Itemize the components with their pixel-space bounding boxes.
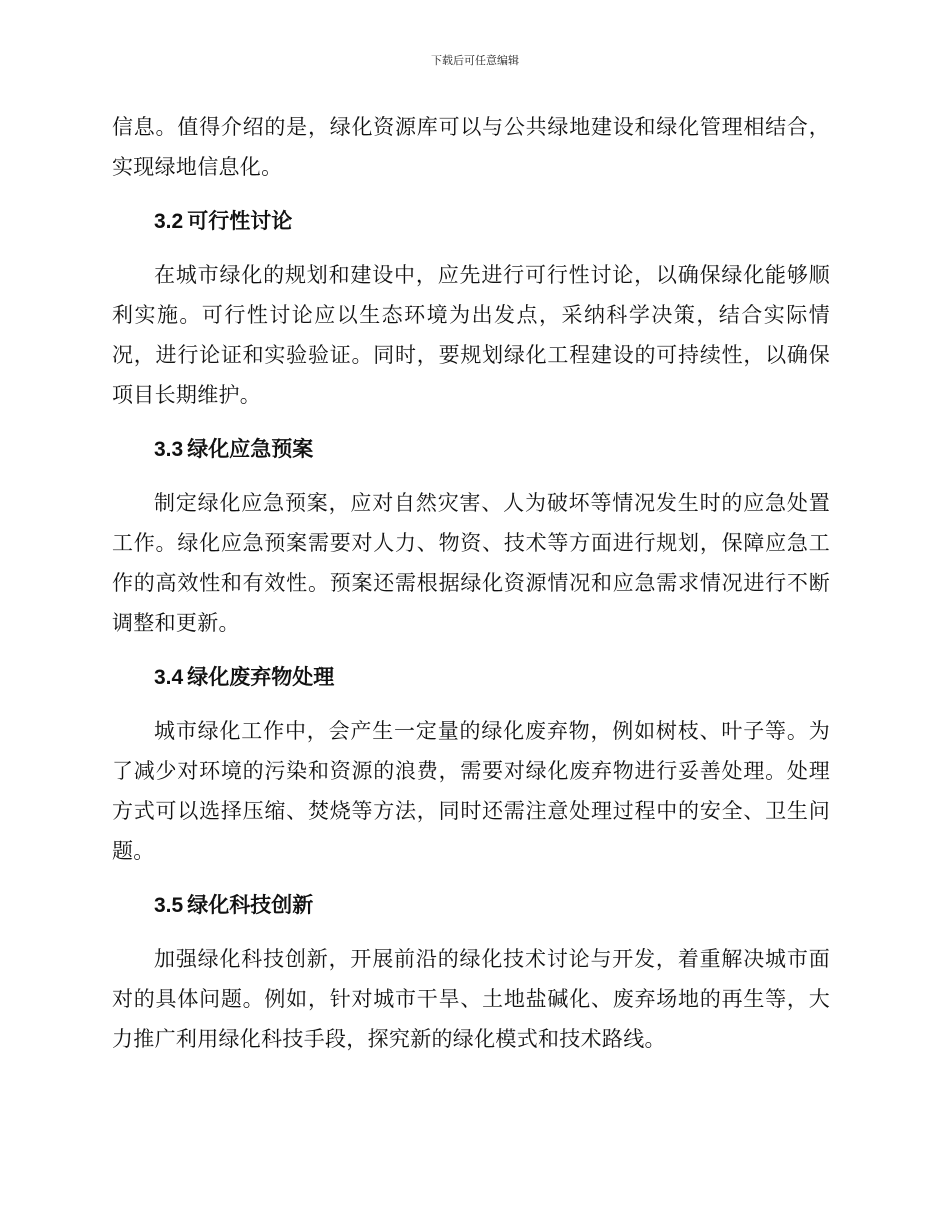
- intro-paragraph: 信息。值得介绍的是，绿化资源库可以与公共绿地建设和绿化管理相结合，实现绿地信息化。: [112, 115, 830, 179]
- section-title: 绿化应急预案: [187, 437, 314, 461]
- document-body: [112, 107, 830, 1059]
- section-heading-3-5: [112, 885, 830, 925]
- section-title: 绿化科技创新: [187, 893, 314, 917]
- section-title: 绿化废弃物处理: [187, 665, 335, 689]
- section-number: 3.4: [154, 666, 184, 689]
- section-paragraph-3-4: 城市绿化工作中，会产生一定量的绿化废弃物，例如树枝、叶子等。为了减少对环境的污染和资源的浪费，需要对绿化废弃物进行妥善处理。处理方式可以选择压缩、焚烧等方法，同时还需注意处理过程中的安全、卫生问题。: [112, 719, 830, 863]
- section-heading-3-4: [112, 657, 830, 697]
- section-title: 可行性讨论: [187, 209, 293, 233]
- section-paragraph-3-2: 在城市绿化的规划和建设中，应先进行可行性讨论，以确保绿化能够顺利实施。可行性讨论应以生态环境为出发点，采纳科学决策，结合实际情况，进行论证和实验验证。同时，要规划绿化工程建设的可持续性，以确保项目长期维护。: [112, 263, 830, 407]
- section-heading-3-3: [112, 429, 830, 469]
- section-paragraph-3-3: 制定绿化应急预案，应对自然灾害、人为破坏等情况发生时的应急处置工作。绿化应急预案需要对人力、物资、技术等方面进行规划，保障应急工作的高效性和有效性。预案还需根据绿化资源情况和应急需求情况进行不断调整和更新。: [112, 491, 830, 635]
- section-paragraph-3-5: 加强绿化科技创新，开展前沿的绿化技术讨论与开发，着重解决城市面对的具体问题。例如，针对城市干旱、土地盐碱化、废弃场地的再生等，大力推广利用绿化科技手段，探究新的绿化模式和技术路线。: [112, 947, 830, 1051]
- section-number: 3.5: [154, 894, 184, 917]
- section-number: 3.3: [154, 438, 184, 461]
- section-number: 3.2: [154, 210, 184, 233]
- section-heading-3-2: [112, 201, 830, 241]
- page-header: 下载后可任意编辑: [431, 54, 519, 67]
